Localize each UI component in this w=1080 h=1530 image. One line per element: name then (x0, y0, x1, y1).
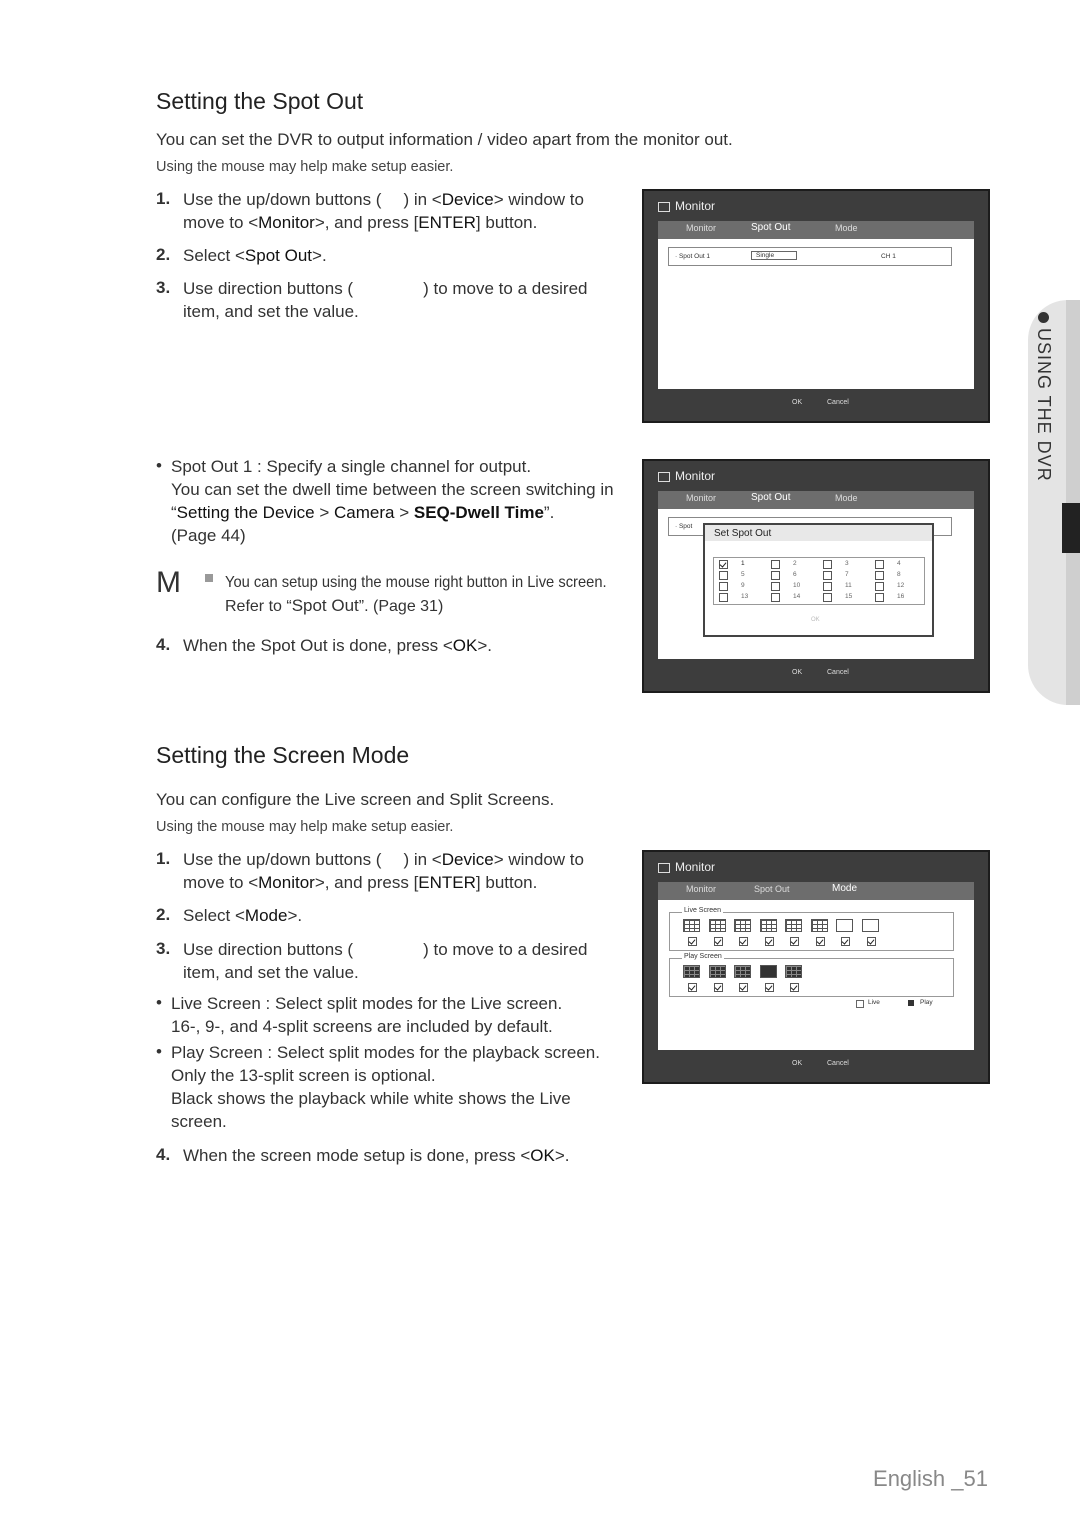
step-number: 1. (156, 849, 171, 868)
note-line-1: You can setup using the mouse right button in Live screen. (225, 574, 607, 591)
bullet-live-default: 16-, 9-, and 4-split screens are included by default. (171, 1017, 553, 1036)
chapter-label: USING THE DVR (1034, 328, 1054, 482)
split-layout-icon (760, 965, 777, 978)
channel-number: 14 (793, 593, 801, 600)
spot-out-channel[interactable]: CH 1 (881, 253, 896, 260)
channel-number: 6 (793, 571, 797, 578)
play-screen-label: Play Screen (684, 953, 722, 960)
live-screen-group (669, 907, 954, 951)
legend-live-swatch (856, 1000, 864, 1008)
channel-checkbox[interactable] (719, 560, 728, 569)
split-layout-icon (683, 965, 700, 978)
bullet-live-screen: Live Screen : Select split modes for the Live screen. (171, 994, 563, 1013)
tab-bar (658, 882, 974, 900)
popup-title: Set Spot Out (714, 528, 772, 539)
step-number: 4. (156, 635, 171, 654)
step-1-line-2: move to <Monitor>, and press [ENTER] button. (183, 213, 538, 232)
channel-number: 15 (845, 593, 853, 600)
note-square-icon (205, 574, 213, 582)
step-1-line-1: Use the up/down buttons ( ) in <Device> window to (183, 850, 584, 869)
channel-checkbox[interactable] (719, 582, 728, 591)
channel-checkbox[interactable] (771, 571, 780, 580)
section-title-spot-out: Setting the Spot Out (156, 88, 364, 114)
spot-out-label: · Spot Out 1 (675, 253, 711, 260)
chapter-side-tab (1028, 300, 1080, 705)
channel-checkbox[interactable] (719, 571, 728, 580)
step-3-line-1: Use direction buttons ( ) to move to a desired (183, 279, 588, 298)
spot-out-mode-select[interactable]: Single (751, 251, 797, 260)
split-layout-icon (734, 965, 751, 978)
tab-bar (658, 221, 974, 239)
menu-title: Monitor (658, 469, 715, 483)
step-1-line-2: move to <Monitor>, and press [ENTER] button. (183, 873, 538, 892)
live-split-checkbox[interactable] (790, 937, 799, 946)
mouse-hint: Using the mouse may help make setup easier. (156, 159, 454, 175)
split-layout-icon (734, 919, 751, 932)
monitor-icon (658, 863, 670, 873)
tab-mode[interactable]: Mode (832, 883, 858, 894)
cancel-button[interactable]: Cancel (827, 669, 849, 676)
tab-monitor[interactable]: Monitor (686, 223, 717, 233)
cancel-button[interactable]: Cancel (827, 1060, 849, 1067)
play-split-checkbox[interactable] (688, 983, 697, 992)
bullet-play-black: Black shows the playback while white shows the Live (171, 1089, 571, 1108)
channel-checkbox[interactable] (823, 560, 832, 569)
bullet-play-optional: Only the 13-split screen is optional. (171, 1066, 436, 1085)
split-layout-icon (785, 919, 802, 932)
channel-number: 1 (741, 560, 745, 567)
bullet-icon (1038, 312, 1049, 323)
intro-text: You can configure the Live screen and Split Screens. (156, 790, 555, 809)
live-screen-label: Live Screen (684, 907, 721, 914)
channel-number: 8 (897, 571, 901, 578)
bullet-page-ref: (Page 44) (171, 526, 246, 545)
spot-out-label: · Spot (675, 523, 693, 530)
step-number: 1. (156, 189, 171, 208)
popup-ok-button[interactable]: OK (811, 617, 820, 623)
bullet-spot-out-1: Spot Out 1 : Specify a single channel for output. (171, 457, 532, 476)
tab-mode[interactable]: Mode (835, 223, 858, 233)
page-footer: English _51 (873, 1466, 988, 1491)
set-spot-out-popup (703, 523, 934, 637)
channel-checkbox[interactable] (823, 582, 832, 591)
channel-checkbox[interactable] (875, 593, 884, 602)
play-split-checkbox[interactable] (739, 983, 748, 992)
step-4: When the screen mode setup is done, press <OK>. (183, 1146, 570, 1165)
dvr-screen-mode (642, 850, 990, 1084)
live-split-checkbox[interactable] (841, 937, 850, 946)
live-split-checkbox[interactable] (867, 937, 876, 946)
channel-checkbox[interactable] (823, 593, 832, 602)
channel-number: 7 (845, 571, 849, 578)
note-icon: M (156, 566, 181, 599)
split-layout-icon (785, 965, 802, 978)
channel-number: 4 (897, 560, 901, 567)
ok-button[interactable]: OK (792, 669, 803, 676)
play-layout-row (670, 959, 953, 996)
channel-number: 5 (741, 571, 745, 578)
split-layout-icon (709, 965, 726, 978)
channel-checkbox[interactable] (771, 593, 780, 602)
live-split-checkbox[interactable] (714, 937, 723, 946)
ok-button[interactable]: OK (792, 399, 803, 406)
legend-play-swatch (908, 1000, 914, 1006)
bullet-dot: • (156, 993, 162, 1012)
channel-number: 3 (845, 560, 849, 567)
bullet-dwell-line: You can set the dwell time between the screen switching in (171, 480, 614, 499)
bullet-dot: • (156, 456, 162, 475)
channel-checkbox[interactable] (875, 571, 884, 580)
channel-number: 2 (793, 560, 797, 567)
dvr-screen-spot-out (642, 189, 990, 423)
tab-mode[interactable]: Mode (835, 493, 858, 503)
play-split-checkbox[interactable] (790, 983, 799, 992)
tab-bar (658, 491, 974, 509)
tab-spot-out[interactable]: Spot Out (751, 492, 791, 503)
channel-number: 13 (741, 593, 749, 600)
step-3-line-2: item, and set the value. (183, 302, 359, 321)
live-split-checkbox[interactable] (816, 937, 825, 946)
step-number: 4. (156, 1145, 171, 1164)
split-layout-icon (811, 919, 828, 932)
channel-number: 11 (845, 582, 852, 589)
step-number: 2. (156, 905, 171, 924)
play-split-checkbox[interactable] (714, 983, 723, 992)
split-layout-icon (683, 919, 700, 932)
step-2: Select <Mode>. (183, 906, 303, 925)
step-number: 3. (156, 278, 171, 297)
live-split-checkbox[interactable] (688, 937, 697, 946)
step-4: When the Spot Out is done, press <OK>. (183, 636, 493, 655)
bullet-dot: • (156, 1042, 162, 1061)
menu-title: Monitor (658, 199, 715, 213)
step-3-line-1: Use direction buttons ( ) to move to a desired (183, 940, 588, 959)
channel-checkbox[interactable] (875, 582, 884, 591)
intro-text: You can set the DVR to output information / video apart from the monitor out. (156, 130, 733, 149)
bullet-dwell-path: “Setting the Device > Camera > SEQ-Dwell Time”. (171, 503, 555, 522)
cancel-button[interactable]: Cancel (827, 399, 849, 406)
live-split-checkbox[interactable] (765, 937, 774, 946)
channel-number: 9 (741, 582, 745, 589)
side-tab-marker (1062, 503, 1080, 553)
settings-panel (658, 900, 974, 1050)
split-layout-icon (760, 919, 777, 932)
play-screen-group (669, 953, 954, 997)
tab-monitor[interactable]: Monitor (686, 884, 717, 894)
bullet-play-screen: Play Screen : Select split modes for the playback screen. (171, 1043, 600, 1062)
mouse-hint: Using the mouse may help make setup easier. (156, 819, 454, 835)
tab-spot-out[interactable]: Spot Out (754, 884, 790, 894)
section-title-screen-mode: Setting the Screen Mode (156, 742, 410, 768)
menu-title: Monitor (658, 860, 715, 874)
bullet-play-screen-end: screen. (171, 1112, 227, 1131)
ok-button[interactable]: OK (792, 1060, 803, 1067)
step-1-line-1: Use the up/down buttons ( ) in <Device> window to (183, 190, 584, 209)
step-3-line-2: item, and set the value. (183, 963, 359, 982)
live-split-checkbox[interactable] (739, 937, 748, 946)
channel-checkbox[interactable] (771, 560, 780, 569)
dvr-screen-set-spot-out (642, 459, 990, 693)
monitor-icon (658, 472, 670, 482)
split-layout-icon (836, 919, 853, 932)
legend-live-label: Live (868, 999, 880, 1006)
legend-play-label: Play (920, 999, 933, 1006)
channel-number: 10 (793, 582, 801, 589)
channel-checkbox[interactable] (719, 593, 728, 602)
spot-out-row[interactable] (668, 247, 952, 266)
split-layout-icon (862, 919, 879, 932)
note-line-2: Refer to “Spot Out”. (Page 31) (225, 596, 444, 615)
monitor-icon (658, 202, 670, 212)
tab-spot-out[interactable]: Spot Out (751, 222, 791, 233)
step-number: 2. (156, 245, 171, 264)
channel-checkbox[interactable] (875, 560, 884, 569)
tab-monitor[interactable]: Monitor (686, 493, 717, 503)
play-split-checkbox[interactable] (765, 983, 774, 992)
channel-number: 16 (897, 593, 905, 600)
settings-panel (658, 239, 974, 389)
channel-number: 12 (897, 582, 905, 589)
channel-checkbox[interactable] (823, 571, 832, 580)
channel-checkbox[interactable] (771, 582, 780, 591)
channel-grid (713, 557, 925, 605)
split-layout-icon (709, 919, 726, 932)
step-number: 3. (156, 939, 171, 958)
step-2: Select <Spot Out>. (183, 246, 327, 265)
live-layout-row (670, 913, 953, 950)
